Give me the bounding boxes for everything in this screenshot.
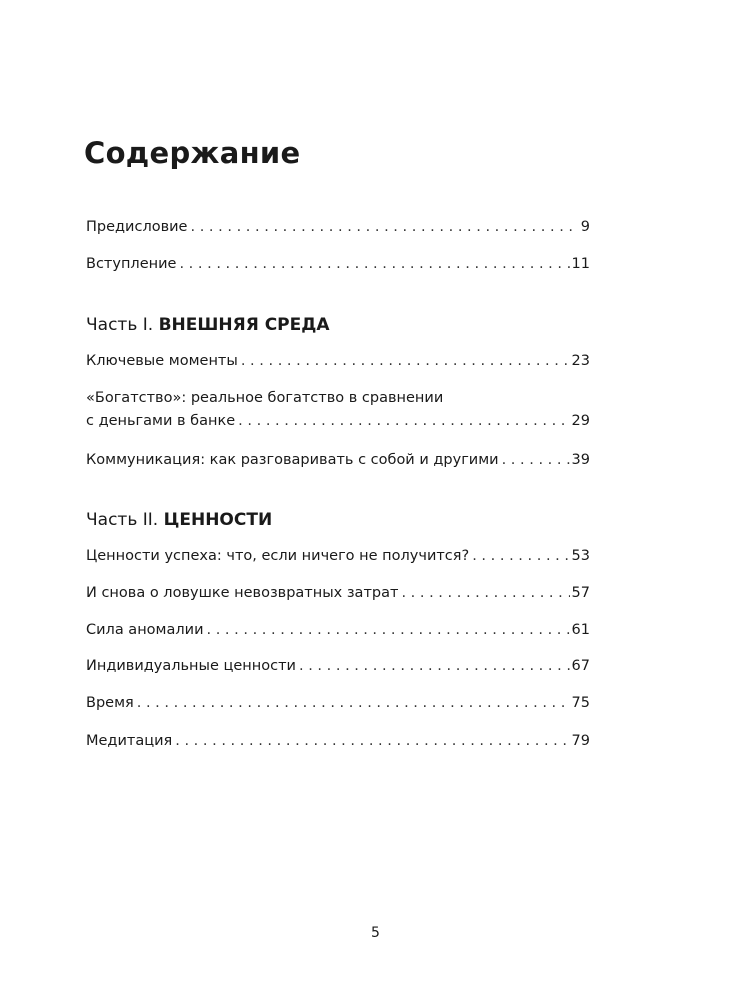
- dot-leader: [179, 254, 569, 274]
- toc-entry: [86, 388, 590, 431]
- part-heading-2: [86, 508, 272, 532]
- toc-entry-page: 11: [571, 256, 590, 272]
- dot-leader: [137, 693, 570, 713]
- part-name: ВНЕШНЯЯ СРЕДА: [158, 315, 330, 335]
- part-heading-1: [86, 313, 330, 337]
- toc-entry: [86, 620, 590, 640]
- dot-leader: [241, 351, 570, 371]
- toc-entry-page: 79: [571, 733, 590, 749]
- toc-entry-page: 39: [571, 452, 590, 468]
- toc-entry-introduction: [86, 254, 590, 274]
- toc-entry: [86, 351, 590, 371]
- toc-entry-page: 9: [580, 219, 590, 235]
- toc-entry: [86, 731, 590, 751]
- toc-entry-label: Коммуникация: как разговаривать с собой и другими: [86, 452, 499, 468]
- part-prefix: Часть II.: [86, 510, 159, 530]
- page-number: 5: [371, 925, 380, 941]
- toc-entry-label: с деньгами в банке: [86, 413, 236, 429]
- page-title: Содержание: [84, 136, 301, 170]
- dot-leader: [207, 620, 570, 640]
- toc-entry-label: Время: [86, 695, 134, 711]
- part-prefix: Часть I.: [86, 315, 154, 335]
- toc-entry-label: Ценности успеха: что, если ничего не получится?: [86, 548, 470, 564]
- part-name: ЦЕННОСТИ: [163, 510, 273, 530]
- toc-entry: [86, 656, 590, 676]
- dot-leader: [190, 217, 578, 237]
- toc-entry-page: 23: [571, 353, 590, 369]
- toc-entry-label: Предисловие: [86, 219, 188, 235]
- toc-entry-label: Вступление: [86, 256, 177, 272]
- toc-entry: [86, 583, 590, 603]
- toc-entry-page: 61: [571, 622, 590, 638]
- toc-entry-label: Индивидуальные ценности: [86, 658, 296, 674]
- toc-entry-label: Медитация: [86, 733, 173, 749]
- toc-entry: [86, 693, 590, 713]
- toc-entry-page: 53: [571, 548, 590, 564]
- toc-entry: [86, 546, 590, 566]
- dot-leader: [401, 583, 569, 603]
- toc-entry-label-line1: «Богатство»: реальное богатство в сравнении: [86, 390, 444, 406]
- toc-entry: [86, 450, 590, 470]
- toc-entry-label: Сила аномалии: [86, 622, 204, 638]
- toc-entry-page: 29: [571, 413, 590, 429]
- dot-leader: [299, 656, 570, 676]
- dot-leader: [502, 450, 570, 470]
- dot-leader: [175, 731, 569, 751]
- toc-entry-page: 57: [571, 585, 590, 601]
- toc-entry-page: 75: [571, 695, 590, 711]
- dot-leader: [472, 546, 569, 566]
- dot-leader: [238, 411, 569, 431]
- toc-entry-label: Ключевые моменты: [86, 353, 238, 369]
- toc-entry-page: 67: [571, 658, 590, 674]
- toc-entry-foreword: [86, 217, 590, 237]
- toc-entry-label: И снова о ловушке невозвратных затрат: [86, 585, 399, 601]
